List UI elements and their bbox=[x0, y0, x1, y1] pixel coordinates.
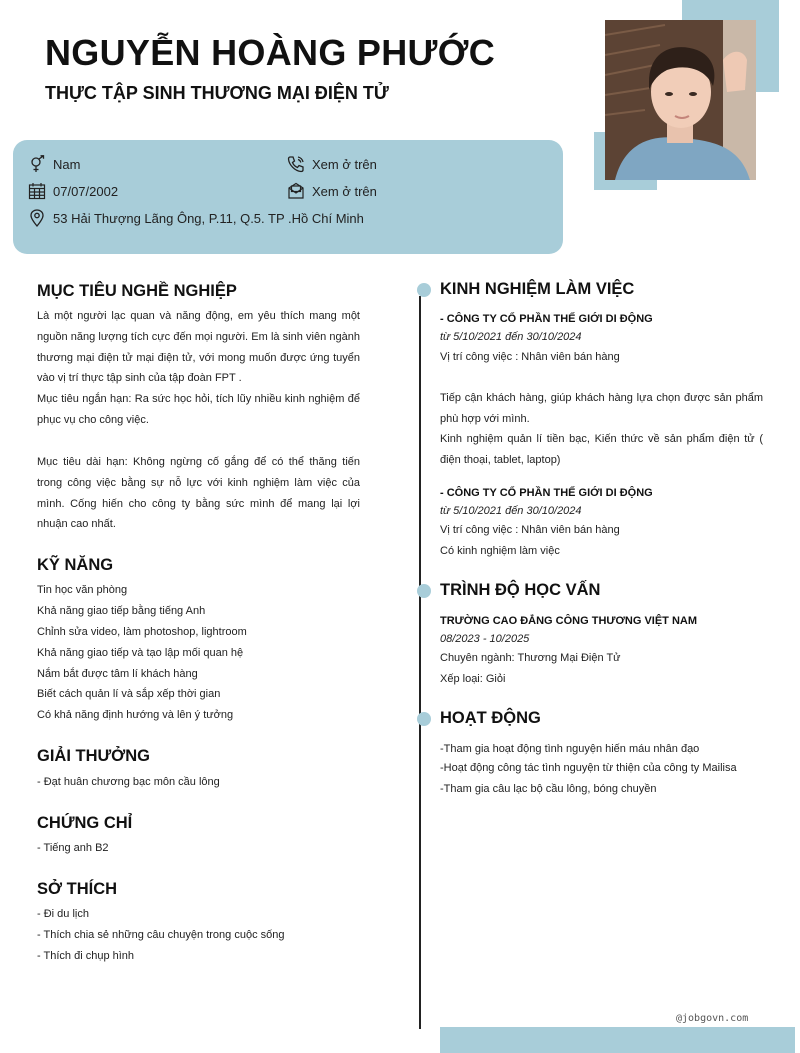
hobby-item: - Thích đi chụp hình bbox=[37, 950, 135, 962]
timeline-dot-experience bbox=[417, 283, 431, 297]
birthday-text: 07/07/2002 bbox=[53, 183, 119, 199]
phone-text: Xem ở trên bbox=[312, 156, 377, 172]
candidate-role: THỰC TẬP SINH THƯƠNG MẠI ĐIỆN TỬ bbox=[45, 83, 389, 103]
awards-title: GIẢI THƯỞNG bbox=[37, 747, 151, 765]
timeline-dot-education bbox=[417, 584, 431, 598]
skill-item: Tin học văn phòng bbox=[37, 584, 128, 596]
accent-block-bottom bbox=[440, 1027, 795, 1053]
contact-gender bbox=[27, 155, 80, 173]
activity-item: -Hoạt động công tác tình nguyện từ thiện của công ty Mailisa bbox=[440, 762, 737, 774]
experience-title: KINH NGHIỆM LÀM VIỆC bbox=[440, 280, 635, 298]
candidate-name: NGUYỄN HOÀNG PHƯỚC bbox=[45, 32, 496, 73]
education-title: TRÌNH ĐỘ HỌC VẤN bbox=[440, 581, 601, 599]
school-name: TRƯỜNG CAO ĐẲNG CÔNG THƯƠNG VIỆT NAM bbox=[440, 615, 698, 627]
gender-icon bbox=[27, 155, 47, 173]
education-grade: Xếp loại: Giỏi bbox=[440, 673, 506, 685]
job-company: - CÔNG TY CỔ PHẦN THẾ GIỚI DI ĐỘNG bbox=[440, 313, 653, 325]
certificate-item: - Tiếng anh B2 bbox=[37, 842, 109, 854]
objective-title: MỤC TIÊU NGHỀ NGHIỆP bbox=[37, 282, 237, 300]
objective-paragraph-2: Mục tiêu ngắn hạn: Ra sức học hỏi, tích lũy nhiều kinh nghiệm để phục vụ cho công việc. bbox=[37, 393, 360, 426]
skill-item: Biết cách quản lí và sắp xếp thời gian bbox=[37, 688, 221, 700]
award-item: - Đạt huân chương bạc môn cầu lông bbox=[37, 776, 220, 788]
job-description: Kinh nghiệm quản lí tiền bạc, Kiến thức về sản phẩm điện tử ( điện thoại, tablet, laptop) bbox=[440, 433, 763, 466]
skill-item: Có khả năng định hướng và lên ý tưởng bbox=[37, 709, 234, 721]
activity-item: -Tham gia câu lạc bộ cầu lông, bóng chuyền bbox=[440, 783, 657, 795]
job-description: Tiếp cận khách hàng, giúp khách hàng lựa chọn được sản phẩm phù hợp với mình. bbox=[440, 392, 763, 425]
objective-paragraph-3: Mục tiêu dài hạn: Không ngừng cố gắng để có thể thăng tiến trong công việc bằng sự nỗ lực với kinh nghiệm làm việc của mình. Cống hiến cho công ty bằng sức mình để mang lại lợi nhuận cao nhất. bbox=[37, 456, 360, 531]
contact-birthday bbox=[27, 182, 118, 200]
certificates-title: CHỨNG CHỈ bbox=[37, 814, 133, 832]
job-position: Vị trí công việc : Nhân viên bán hàng bbox=[440, 524, 620, 536]
skills-title: KỸ NĂNG bbox=[37, 556, 114, 574]
contact-address bbox=[27, 209, 364, 227]
address-text: 53 Hải Thượng Lãng Ông, P.11, Q.5. TP .Hồ Chí Minh bbox=[53, 210, 364, 226]
contact-phone bbox=[286, 155, 377, 173]
objective-paragraph-1: Là một người lạc quan và năng động, em yêu thích mang một nguồn năng lượng tích cực đến mọi người. Em là sinh viên ngành thương mại điện tử mại điện tử, với mong muốn được ứng tuyển vào vị trí thực tập sinh của tập đoàn FPT . bbox=[37, 310, 360, 385]
gender-text: Nam bbox=[53, 156, 81, 172]
hobby-item: - Đi du lịch bbox=[37, 908, 89, 920]
activity-item: -Tham gia hoạt động tình nguyện hiến máu nhân đạo bbox=[440, 743, 700, 755]
phone-icon bbox=[286, 155, 306, 173]
watermark: @jobgovn.com bbox=[676, 1013, 749, 1024]
skill-item: Chỉnh sửa video, làm photoshop, lightroom bbox=[37, 626, 247, 638]
job-period: từ 5/10/2021 đến 30/10/2024 bbox=[440, 505, 582, 517]
email-icon bbox=[286, 182, 306, 200]
job-period: từ 5/10/2021 đến 30/10/2024 bbox=[440, 331, 582, 343]
hobby-item: - Thích chia sẻ những câu chuyện trong cuộc sống bbox=[37, 929, 285, 941]
activities-title: HOẠT ĐỘNG bbox=[440, 709, 541, 727]
timeline-line bbox=[419, 296, 421, 1029]
skill-item: Khả năng giao tiếp bằng tiếng Anh bbox=[37, 605, 206, 617]
education-major: Chuyên ngành: Thương Mại Điện Tử bbox=[440, 652, 621, 664]
profile-photo bbox=[605, 20, 756, 180]
timeline-dot-activities bbox=[417, 712, 431, 726]
email-text: Xem ở trên bbox=[312, 183, 377, 199]
skill-item: Khả năng giao tiếp và tạo lập mối quan hệ bbox=[37, 647, 244, 659]
contact-email bbox=[286, 182, 377, 200]
education-period: 08/2023 - 10/2025 bbox=[440, 633, 530, 645]
skill-item: Nắm bắt được tâm lí khách hàng bbox=[37, 668, 198, 680]
job-company: - CÔNG TY CỔ PHẦN THẾ GIỚI DI ĐỘNG bbox=[440, 487, 653, 499]
job-description: Có kinh nghiệm làm việc bbox=[440, 545, 560, 557]
calendar-icon bbox=[27, 182, 47, 200]
hobbies-title: SỞ THÍCH bbox=[37, 880, 118, 898]
location-icon bbox=[27, 209, 47, 227]
job-position: Vị trí công việc : Nhân viên bán hàng bbox=[440, 351, 620, 363]
